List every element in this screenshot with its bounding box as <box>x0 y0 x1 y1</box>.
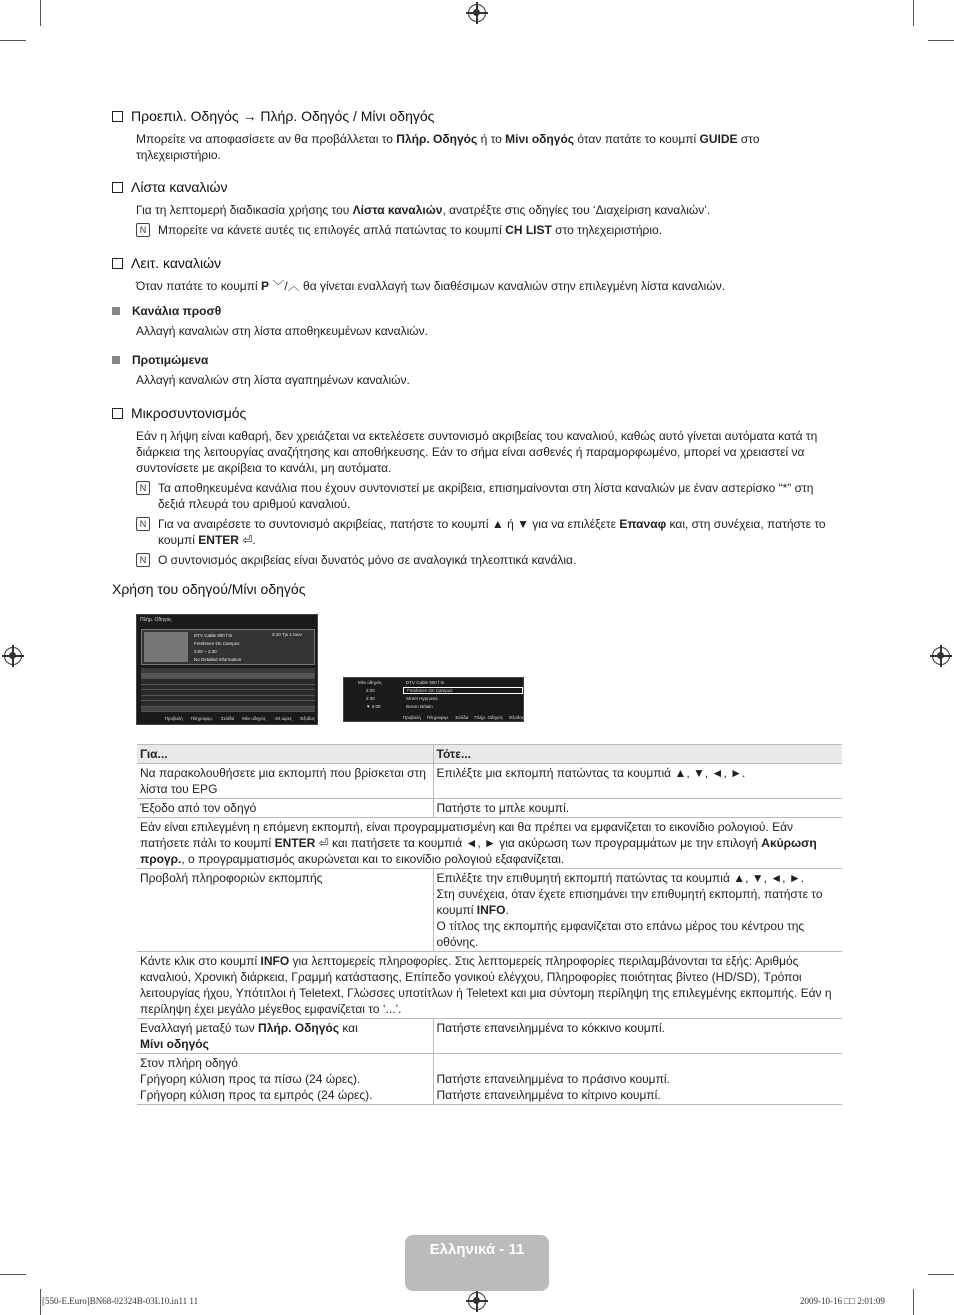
mini-guide-row: 2:00 Freshmen On Campus <box>348 687 524 695</box>
note: N Μπορείτε να κάνετε αυτές τις επιλογές απλά πατώντας το κουμπί CH LIST στο τηλεχειριστήριο. <box>136 222 842 238</box>
table-row: Προβολή πληροφοριών εκπομπής Επιλέξτε την επιθυμητή εκπομπή πατώντας τα κουμπιά ▲, ▼, ◄, ►. Στη συνέχεια, όταν έχετε επισημάνει την επιθυμητή εκπομπή, πατήστε το κουμπί INFO. Ο τίτλος της εκπομπής εμφανίζεται στο επάνω μέρος του κέντρου της οθόνης. <box>137 869 842 952</box>
table-row: Εάν είναι επιλεγμένη η επόμενη εκπομπή, είναι προγραμματισμένη και θα πρέπει να εμφανίζεται το εικονίδιο ρολογιού. Εάν πατήσετε πάλι το κουμπί ENTER ⏎ και πατήσετε τα κουμπιά ◄, ► για ακύρωση των προγραμμάτων με την επιλογή Ακύρωση προγρ., ο προγραμματισμός ακυρώνεται και το εικονίδιο ρολογιού εξαφανίζεται. <box>137 818 842 869</box>
checkbox-bullet-icon <box>112 182 123 193</box>
epg-grid <box>141 668 315 712</box>
sub-text: Αλλαγή καναλιών στη λίστα αγαπημένων καναλιών. <box>136 373 410 387</box>
section-text: Εάν η λήψη είναι καθαρή, δεν χρειάζεται να εκτελέσετε συντονισμό ακριβείας του καναλιού, καθώς αυτό γίνεται αυτόματα κατά τη διάρκεια της λειτουργίας αναζήτησης και αποθήκευσης. Εάν το σήμα είναι ασθενές ή παραμορφωμένο, μπορεί να χρειαστεί να συντονίσετε με ακρίβεια το κανάλι, μη αυτόματα. <box>136 429 818 475</box>
guide-footer: Προβολή Πληροφορ. Σελίδα Πλήρ. Οδηγός Έξοδος <box>402 715 524 720</box>
crop-mark <box>0 40 26 41</box>
full-guide-screenshot: Πλήρ. Οδηγός DTV Cable 900 f tn Freshmen On Campus 2:00 ~ 2:30 No Detailed Information 2:10 Τρι 1 Ιουν Προβολή Πληροφορ. Σελίδα Μίνι οδηγός -24 ώρες Έξοδος <box>136 614 318 725</box>
crop-mark <box>928 40 954 41</box>
mini-guide-screenshot: Μίνι οδηγός DTV Cable 900 f tn 2:00 Freshmen On Campus 2:30 Street Hypnosis ▼ 5:00 Boson Britain Προβολή Πληροφορ. Σελίδα Πλήρ. Οδηγός Έξοδος <box>343 677 524 722</box>
guide-usage-table <box>137 744 842 1105</box>
note: N Τα αποθηκευμένα κανάλια που έχουν συντονιστεί με ακρίβεια, επισημαίνονται στη λίστα καναλιών με έναν αστερίσκο “*” στη δεξιά πλευρά του αριθμού καναλιού. <box>136 480 842 512</box>
note-icon: N <box>136 481 150 495</box>
table-row: Εναλλαγή μεταξύ των Πλήρ. Οδηγός και Μίνι οδηγός Πατήστε επανειλημμένα το κόκκινο κουμπί. <box>137 1019 842 1054</box>
enter-icon: ⏎ <box>242 533 253 547</box>
print-info: [550-E.Euro]BN68-02324B-03L10.in11 11 <box>42 1296 199 1306</box>
table-header-row: Για... Τότε... <box>137 745 842 764</box>
section-title-guide: Προεπιλ. Οδηγός → Πλήρ. Οδηγός / Μίνι οδηγός <box>112 108 842 124</box>
checkbox-bullet-icon <box>112 111 123 122</box>
mini-guide-row: ▼ 5:00 Boson Britain <box>366 704 433 709</box>
sub-text: Αλλαγή καναλιών στη λίστα αποθηκευμένων καναλιών. <box>136 324 428 338</box>
section-text: Για τη λεπτομερή διαδικασία χρήσης του Λίστα καναλιών, ανατρέξτε στις οδηγίες του ‘Διαχείριση καναλιών’. <box>136 203 711 217</box>
checkbox-bullet-icon <box>112 258 123 269</box>
enter-icon: ⏎ <box>318 836 329 850</box>
crop-mark <box>40 1289 41 1315</box>
crop-mark <box>0 1274 26 1275</box>
sub-heading: Προτιμώμενα <box>112 353 842 367</box>
sub-heading: Κανάλια προσθ <box>112 304 842 318</box>
mini-guide-row: 2:30 Street Hypnosis <box>366 696 438 701</box>
guide-footer: Προβολή Πληροφορ. Σελίδα Μίνι οδηγός -24 ώρες Έξοδος <box>164 716 315 721</box>
print-date: 2009-10-16 □□ 2:01:09 <box>800 1296 885 1306</box>
crop-mark <box>928 1274 954 1275</box>
section-text: Μπορείτε να αποφασίσετε αν θα προβάλλεται το Πλήρ. Οδηγός ή το Μίνι οδηγός όταν πατάτε το κουμπί GUIDE στο τηλεχειριστήριο. <box>136 132 760 162</box>
note-icon: N <box>136 223 150 237</box>
section-title-channel-list: Λίστα καναλιών <box>112 179 842 195</box>
chevron-down-icon: ﹀ <box>272 279 285 293</box>
crop-mark <box>913 1289 914 1315</box>
section-title-channel-mode: Λειτ. καναλιών <box>112 255 842 271</box>
table-row: Στον πλήρη οδηγό Γρήγορη κύλιση προς τα πίσω (24 ώρες). Γρήγορη κύλιση προς τα εμπρός (24 ώρες). Πατήστε επανειλημμένα το πράσινο κουμπί. Πατήστε επανειλημμένα το κίτρινο κουμπί. <box>137 1054 842 1105</box>
table-row: Έξοδο από τον οδηγό Πατήστε το μπλε κουμπί. <box>137 799 842 818</box>
crop-mark <box>913 0 914 26</box>
registration-mark-icon <box>468 1292 486 1310</box>
usage-section-title: Χρήση του οδηγού/Μίνι οδηγός <box>112 581 306 597</box>
crop-mark <box>40 0 41 26</box>
page-number-tab: Ελληνικά - 11 <box>405 1235 549 1291</box>
note: N Ο συντονισμός ακριβείας είναι δυνατός μόνο σε αναλογικά τηλεοπτικά κανάλια. <box>136 552 842 568</box>
checkbox-bullet-icon <box>112 408 123 419</box>
chevron-up-icon: ︿ <box>287 279 300 293</box>
table-row: Κάντε κλικ στο κουμπί INFO για λεπτομερείς πληροφορίες. Στις λεπτομερείς πληροφορίες περιλαμβάνονται τα εξής: Αριθμός καναλιού, Χρονική διάρκεια, Γραμμή κατάστασης, Επίπεδο γονικού ελέγχου, Πληροφορίες ποιότητας βίντεο (HD/SD), Τρόποι λειτουργίας ήχου, Υπότιτλοι ή Teletext, Γλώσσες υποτίτλων ή Teletext και μια σύντομη περίληψη της επιλεγμένης εκπομπής. Εάν η περίληψη έχει μεγάλο μέγεθος εμφανίζεται το ‘...’. <box>137 952 842 1019</box>
registration-mark-icon <box>4 647 22 665</box>
note-icon: N <box>136 553 150 567</box>
main-content <box>112 108 842 568</box>
registration-mark-icon <box>932 647 950 665</box>
note-icon: N <box>136 517 150 531</box>
note: N Για να αναιρέσετε το συντονισμό ακριβείας, πατήστε το κουμπί ▲ ή ▼ για να επιλέξετε Επαναφ και, στη συνέχεια, πατήστε το κουμπί ENTER ⏎. <box>136 516 842 548</box>
square-bullet-icon <box>112 307 120 315</box>
section-text: Όταν πατάτε το κουμπί P ﹀/︿ θα γίνεται εναλλαγή των διαθέσιμων καναλιών στην επιλεγμένη λίστα καναλιών. <box>136 279 726 293</box>
section-title-fine-tune: Μικροσυντονισμός <box>112 405 842 421</box>
program-thumbnail <box>144 632 188 662</box>
registration-mark-icon <box>468 4 486 22</box>
program-info-panel: DTV Cable 900 f tn Freshmen On Campus 2:00 ~ 2:30 No Detailed Information 2:10 Τρι 1 Ιουν <box>141 629 315 665</box>
table-row: Να παρακολουθήσετε μια εκπομπή που βρίσκεται στη λίστα του EPG Επιλέξτε μια εκπομπή πατώντας τα κουμπιά ▲, ▼, ◄, ►. <box>137 764 842 799</box>
square-bullet-icon <box>112 356 120 364</box>
